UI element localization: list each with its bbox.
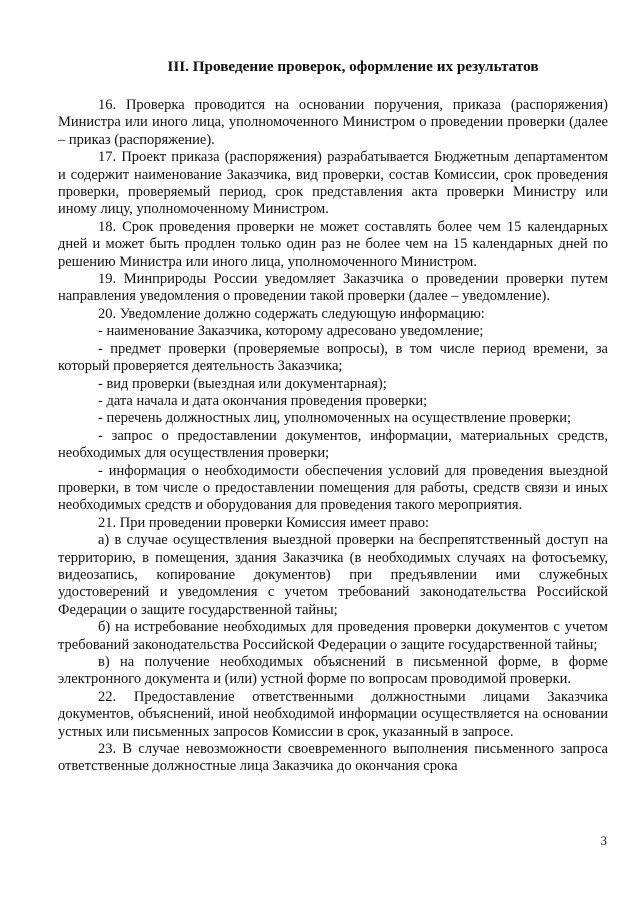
list-item: - информация о необходимости обеспечения условий для проведения выездной проверки, в том числе о предоставлении помещения для работы, средств связи и иных необходимых средств и оборудования для проведения такого мероприятия. <box>58 462 608 514</box>
subitem-a: а) в случае осуществления выездной проверки на беспрепятственный доступ на территорию, в помещения, здания Заказчика (в необходимых случаях на фотосъемку, видеозапись, копирование документов) при предъявлении ими служебных удостоверений и уведомления с учетом требований законодательства Российской Федерации о защите государственной тайны; <box>58 532 608 618</box>
section-heading: III. Проведение проверок, оформление их результатов <box>167 58 539 75</box>
paragraph-20: 20. Уведомление должно содержать следующую информацию: <box>98 305 485 322</box>
paragraph-18: 18. Срок проведения проверки не может составлять более чем 15 календарных дней и может быть продлен только один раз не более чем на 15 календарных дней по решению Министра или иного лица, уполномоченного Министром. <box>58 218 608 270</box>
paragraph-17: 17. Проект приказа (распоряжения) разрабатывается Бюджетным департаментом и содержит наименование Заказчика, вид проверки, состав Комиссии, срок проведения проверки, проверяемый период, срок представления акта проверки Министру или иному лицу, уполномоченному Министром. <box>58 149 608 218</box>
list-item: - перечень должностных лиц, уполномоченных на осуществление проверки; <box>98 410 571 427</box>
list-item: - запрос о предоставлении документов, информации, материальных средств, необходимых для осуществления проверки; <box>58 427 608 462</box>
page-number: 3 <box>600 833 607 848</box>
list-item: - дата начала и дата окончания проведения проверки; <box>98 392 428 409</box>
paragraph-19: 19. Минприроды России уведомляет Заказчика о проведении проверки путем направления уведомления о проведении такой проверки (далее – уведомление). <box>58 271 608 305</box>
paragraph-22: 22. Предоставление ответственными должностными лицами Заказчика документов, объяснений, иной необходимой информации осуществляется на основании устных или письменных запросов Комиссии в срок, указанный в запросе. <box>58 688 608 740</box>
paragraph-21: 21. При проведении проверки Комиссия имеет право: <box>98 514 430 531</box>
document-body <box>58 97 608 776</box>
subitem-v: в) на получение необходимых объяснений в письменной форме, в форме электронного документа и (или) устной форме по вопросам проводимой проверки. <box>58 654 608 688</box>
list-item: - предмет проверки (проверяемые вопросы), в том числе период времени, за который проверяется деятельность Заказчика; <box>58 340 608 375</box>
list-item: - вид проверки (выездная или документарная); <box>98 375 387 392</box>
paragraph-16: 16. Проверка проводится на основании поручения, приказа (распоряжения) Министра или иного лица, уполномоченного Министром о проведении проверки (далее – приказ (распоряжение). <box>58 97 608 148</box>
paragraph-23: 23. В случае невозможности своевременного выполнения письменного запроса ответственные должностные лица Заказчика до окончания срока <box>58 741 608 775</box>
list-item: - наименование Заказчика, которому адресовано уведомление; <box>98 323 484 340</box>
subitem-b: б) на истребование необходимых для проведения проверки документов с учетом требований законодательства Российской Федерации о защите государственной тайны; <box>58 619 608 653</box>
